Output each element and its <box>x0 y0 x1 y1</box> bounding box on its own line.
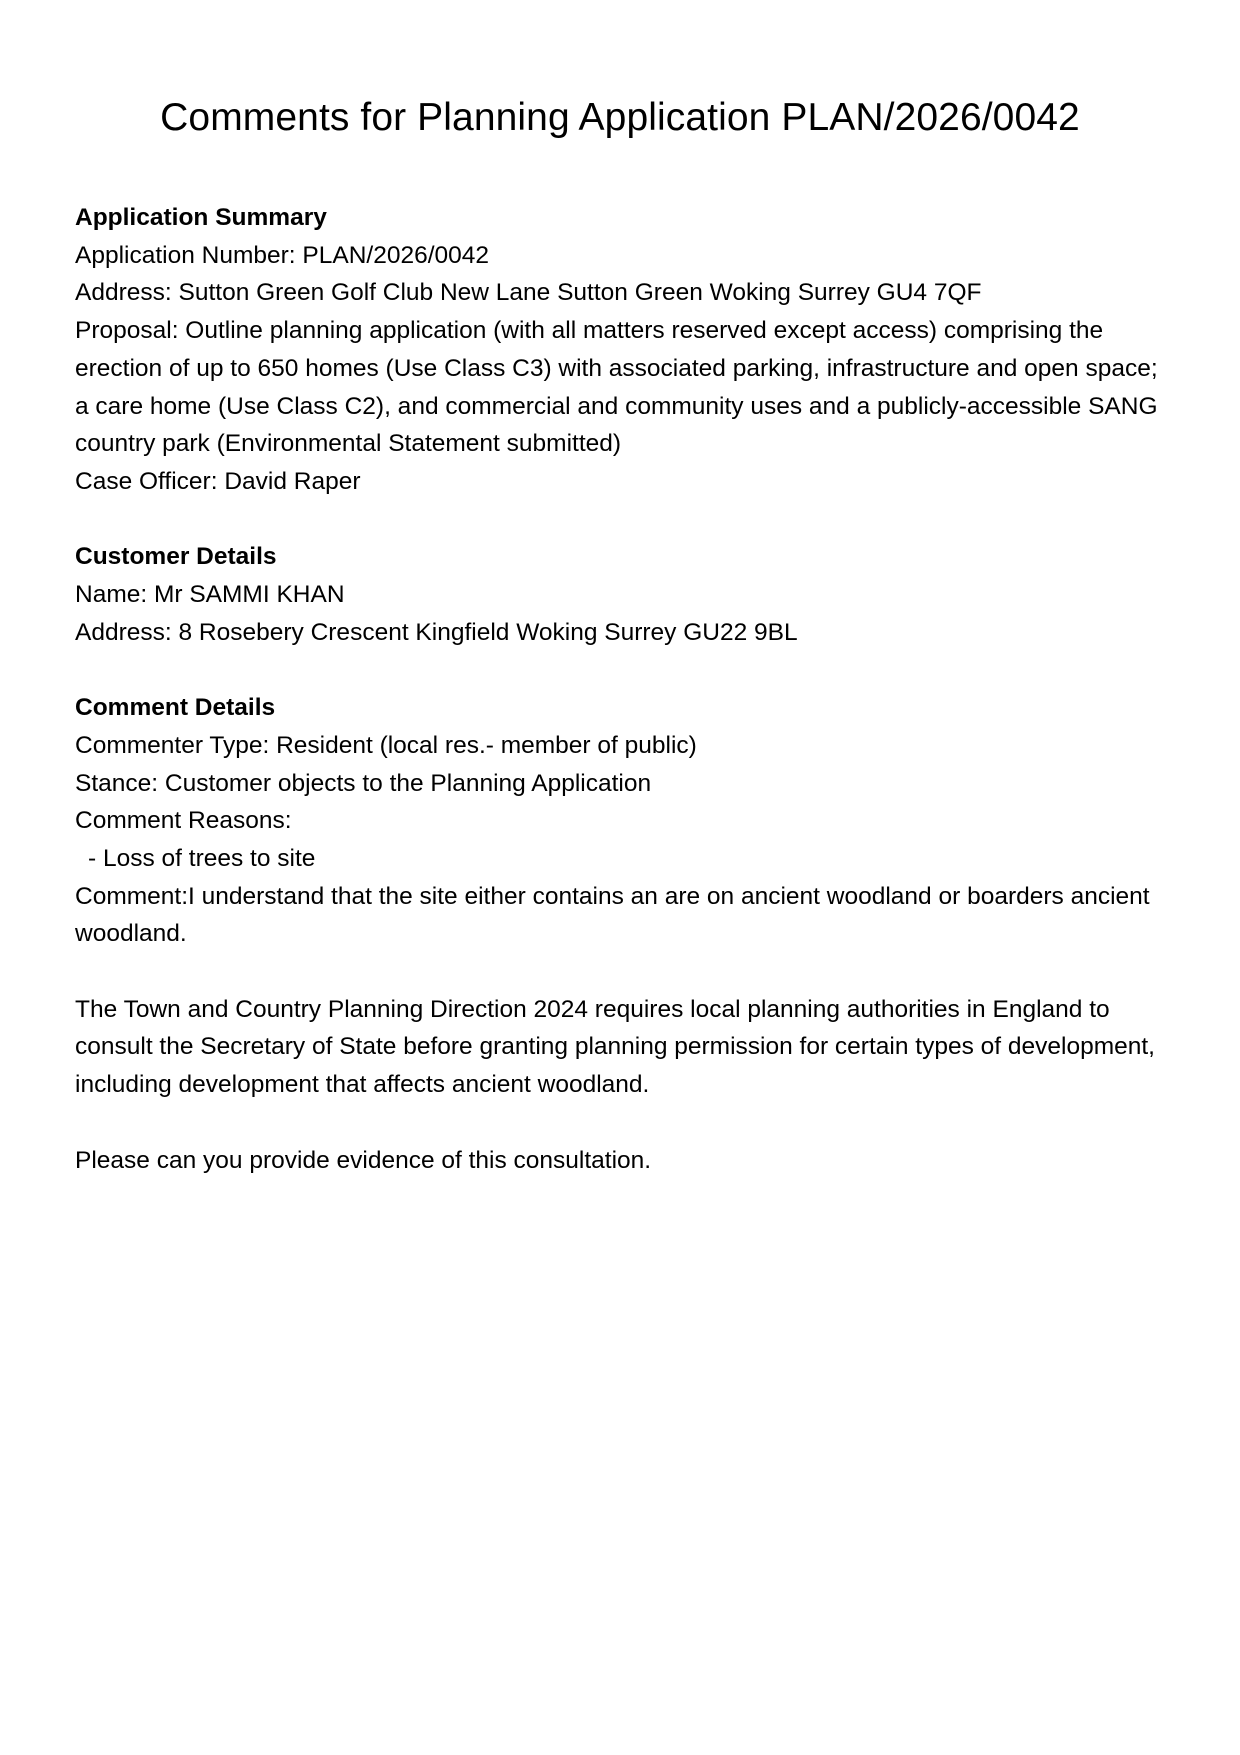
comment-paragraph-3: Please can you provide evidence of this consultation. <box>75 1146 652 1174</box>
application-number: Application Number: PLAN/2026/0042 <box>75 241 490 269</box>
section-gap <box>75 501 1175 539</box>
customer-address: Address: 8 Rosebery Crescent Kingfield Woking Surrey GU22 9BL <box>75 618 798 646</box>
comment-paragraph-2: The Town and Country Planning Direction 2024 requires local planning authorities in England to consult the Secretary of State before granting planning permission for certain types of development, including development that affects ancient woodland. <box>75 995 1162 1099</box>
page-title: Comments for Planning Application PLAN/2026/0042 <box>160 96 1080 139</box>
section-gap <box>75 651 1175 689</box>
comment-reason-item: - Loss of trees to site <box>88 844 316 872</box>
application-proposal: Proposal: Outline planning application (with all matters reserved except access) comprising the erection of up to 650 homes (Use Class C3) with associated parking, infrastructure and open space; a care home (Use Class C2), and commercial and community uses and a publicly-accessible SANG country park (Environmental Statement submitted) <box>75 317 1165 458</box>
customer-details-heading: Customer Details <box>75 543 277 571</box>
comment-text: Comment:I understand that the site either contains an are on ancient woodland or boarders ancient woodland. <box>75 882 1157 948</box>
case-officer: Case Officer: David Raper <box>75 467 361 495</box>
paragraph-gap <box>75 1104 1175 1142</box>
application-summary-section <box>75 199 1175 501</box>
application-address: Address: Sutton Green Golf Club New Lane Sutton Green Woking Surrey GU4 7QF <box>75 279 982 307</box>
application-summary-heading: Application Summary <box>75 204 327 231</box>
comment-reasons-label: Comment Reasons: <box>75 807 292 835</box>
stance: Stance: Customer objects to the Planning Application <box>75 769 652 797</box>
comment-details-heading: Comment Details <box>75 694 276 722</box>
paragraph-gap <box>75 953 1175 991</box>
customer-details-section <box>75 538 1175 651</box>
comment-details-section <box>75 689 1175 1179</box>
commenter-type: Commenter Type: Resident (local res.- member of public) <box>75 731 697 759</box>
document-body <box>75 199 1175 1179</box>
customer-name: Name: Mr SAMMI KHAN <box>75 581 345 609</box>
